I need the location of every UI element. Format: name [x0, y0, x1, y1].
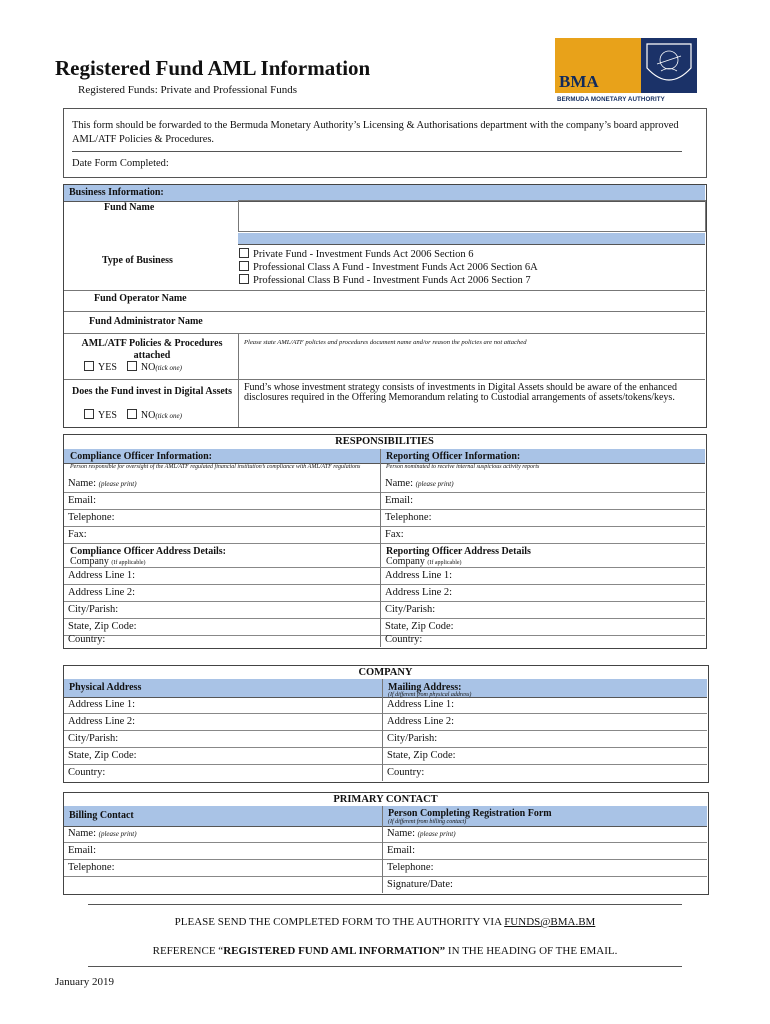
billing-name-field[interactable] — [64, 826, 382, 843]
responsibilities-heading: RESPONSIBILITIES — [335, 436, 434, 447]
field-label: Name: — [68, 828, 96, 839]
mailing-address2-field[interactable]: Address Line 2: — [383, 714, 707, 731]
mailing-address1-field[interactable]: Address Line 1: — [383, 697, 707, 714]
divider — [88, 904, 682, 905]
divider — [64, 311, 705, 312]
completing-email-field[interactable]: Email: — [383, 843, 707, 860]
digital-assets-note: Fund’s whose investment strategy consists of investments in Digital Assets should be aware of the enhanced disclosures required in the Offering Memorandum relating to Custodial arrangements of assets/tokens/keys. — [244, 382, 677, 403]
reporting-address1-field[interactable]: Address Line 1: — [381, 568, 705, 585]
page-title: Registered Fund AML Information — [55, 56, 371, 80]
divider — [64, 290, 705, 291]
date-completed-field[interactable]: Date Form Completed: — [72, 158, 169, 169]
reference-instructions — [0, 945, 770, 957]
billing-telephone-field[interactable]: Telephone: — [64, 860, 382, 877]
compliance-address1-field[interactable]: Address Line 1: — [64, 568, 380, 585]
compliance-country-field[interactable]: Country: — [68, 634, 106, 645]
mailing-state-field[interactable]: State, Zip Code: — [383, 748, 707, 765]
reporting-state-field[interactable]: State, Zip Code: — [381, 619, 705, 636]
company-section — [63, 665, 709, 783]
mailing-city-field[interactable]: City/Parish: — [383, 731, 707, 748]
yes-label: YES — [98, 362, 117, 373]
if-applicable-hint: (If applicable) — [427, 560, 462, 566]
signature-date-field[interactable]: Signature/Date: — [387, 879, 453, 890]
compliance-state-field[interactable]: State, Zip Code: — [64, 619, 380, 636]
compliance-note: Person responsible for oversight of the AML/ATF regulated financial institution’s compliance with AML/ATF regulations — [70, 464, 361, 470]
reporting-address-heading: Reporting Officer Address Details — [386, 546, 531, 557]
compliance-address2-field[interactable]: Address Line 2: — [64, 585, 380, 602]
physical-address1-field[interactable]: Address Line 1: — [64, 697, 382, 714]
please-print-hint: (please print) — [98, 830, 137, 838]
compliance-address-heading: Compliance Officer Address Details: — [70, 546, 227, 557]
send-text: PLEASE SEND THE COMPLETED FORM TO THE AUTHORITY VIA — [174, 916, 505, 928]
reporting-telephone-field[interactable]: Telephone: — [381, 510, 705, 527]
reporting-note: Person nominated to receive internal suspicious activity reports — [386, 464, 540, 470]
field-label: Company — [386, 556, 425, 567]
ref-post: IN THE HEADING OF THE EMAIL. — [445, 945, 618, 957]
compliance-email-field[interactable]: Email: — [64, 493, 380, 510]
intro-text: This form should be forwarded to the Bermuda Monetary Authority’s Licensing & Authorisations department with the company’s board approved AML/ATF Policies & Procedures. — [72, 120, 679, 145]
compliance-heading: Compliance Officer Information: — [70, 451, 213, 462]
send-instructions — [0, 916, 770, 928]
form-date: January 2019 — [55, 976, 114, 988]
compliance-company-field[interactable] — [70, 556, 146, 567]
primary-contact-section — [63, 792, 709, 895]
divider — [64, 379, 705, 380]
fund-administrator-label: Fund Administrator Name — [89, 316, 203, 327]
reporting-address2-field[interactable]: Address Line 2: — [381, 585, 705, 602]
logo-seal-icon — [641, 38, 697, 93]
aml-policies-label: AML/ATF Policies & Procedures attached — [81, 338, 223, 361]
option-label: Private Fund - Investment Funds Act 2006 Section 6 — [253, 249, 474, 260]
option-label: Professional Class A Fund - Investment Funds Act 2006 Section 6A — [253, 262, 538, 273]
reporting-heading: Reporting Officer Information: — [386, 451, 521, 462]
please-print-hint: (please print) — [415, 480, 454, 488]
tick-one-hint: (tick one) — [155, 412, 182, 420]
yes-checkbox[interactable] — [84, 361, 94, 371]
compliance-telephone-field[interactable]: Telephone: — [64, 510, 380, 527]
responsibilities-section — [63, 434, 707, 649]
reporting-name-field[interactable] — [381, 476, 705, 493]
no-checkbox[interactable] — [127, 409, 137, 419]
fund-operator-label: Fund Operator Name — [94, 293, 187, 304]
bma-logo — [555, 38, 697, 104]
primary-contact-heading: PRIMARY CONTACT — [333, 794, 438, 805]
type-bar — [238, 233, 705, 245]
tick-one-hint: (tick one) — [155, 364, 182, 372]
page-subtitle: Registered Funds: Private and Professional Funds — [78, 84, 298, 96]
checkbox[interactable] — [239, 261, 249, 271]
business-heading: Business Information: — [69, 187, 164, 198]
ref-bold: REGISTERED FUND AML INFORMATION” — [223, 945, 446, 957]
reporting-email-field[interactable]: Email: — [381, 493, 705, 510]
company-header — [64, 679, 707, 698]
fund-name-label: Fund Name — [104, 202, 155, 213]
compliance-fax-field[interactable]: Fax: — [64, 527, 380, 544]
intro-box — [63, 108, 707, 178]
yes-checkbox[interactable] — [84, 409, 94, 419]
aml-tick-options — [84, 361, 182, 373]
compliance-name-field[interactable] — [64, 476, 380, 493]
reporting-fax-field[interactable]: Fax: — [381, 527, 705, 544]
digital-assets-label: Does the Fund invest in Digital Assets — [72, 386, 233, 397]
ref-pre: REFERENCE “ — [152, 945, 224, 957]
divider — [64, 333, 705, 334]
primary-contact-header — [64, 806, 707, 827]
if-applicable-hint: (If applicable) — [111, 560, 146, 566]
physical-country-field[interactable]: Country: — [68, 767, 106, 778]
logo-text: BMA — [559, 72, 599, 91]
field-label: Name: — [68, 478, 96, 489]
mailing-note: (If different from physical address) — [388, 692, 472, 698]
field-label: Name: — [385, 478, 413, 489]
reporting-city-field[interactable]: City/Parish: — [381, 602, 705, 619]
divider — [238, 379, 239, 427]
no-checkbox[interactable] — [127, 361, 137, 371]
checkbox[interactable] — [239, 248, 249, 258]
option-label: Professional Class B Fund - Investment Funds Act 2006 Section 7 — [253, 275, 531, 286]
please-print-hint: (please print) — [98, 480, 137, 488]
reporting-country-field[interactable]: Country: — [385, 634, 423, 645]
physical-city-field[interactable]: City/Parish: — [64, 731, 382, 748]
type-option-private[interactable] — [239, 248, 474, 260]
type-option-class-a[interactable] — [239, 261, 538, 273]
digital-tick-options — [84, 409, 182, 421]
no-label: NO — [140, 410, 156, 421]
billing-contact-heading: Billing Contact — [69, 810, 134, 821]
completing-name-field[interactable] — [383, 826, 707, 843]
business-section — [63, 184, 707, 428]
compliance-city-field[interactable]: City/Parish: — [64, 602, 380, 619]
email-link[interactable]: FUNDS@BMA.BM — [504, 916, 596, 928]
divider — [238, 333, 239, 379]
field-label: Company — [70, 556, 109, 567]
type-of-business-label: Type of Business — [102, 255, 173, 266]
fund-name-input[interactable] — [238, 200, 706, 232]
mailing-country-field[interactable]: Country: — [387, 767, 425, 778]
no-label: NO — [140, 362, 156, 373]
reporting-company-field[interactable] — [386, 556, 462, 567]
completing-telephone-field[interactable]: Telephone: — [383, 860, 707, 877]
company-heading: COMPANY — [358, 667, 413, 678]
divider — [72, 151, 682, 152]
divider — [88, 966, 682, 967]
billing-email-field[interactable]: Email: — [64, 843, 382, 860]
physical-address2-field[interactable]: Address Line 2: — [64, 714, 382, 731]
logo-subtext: BERMUDA MONETARY AUTHORITY — [557, 96, 665, 103]
completing-person-heading: Person Completing Registration Form — [388, 808, 552, 819]
checkbox[interactable] — [239, 274, 249, 284]
type-option-class-b[interactable] — [239, 274, 531, 286]
physical-address-heading: Physical Address — [69, 682, 142, 693]
mailing-address-heading: Mailing Address: — [388, 682, 462, 693]
yes-label: YES — [98, 410, 117, 421]
aml-note[interactable]: Please state AML/ATF policies and procedures document name and/or reason the policies are not attached — [244, 339, 527, 346]
completing-note: (If different from billing contact) — [388, 819, 467, 825]
please-print-hint: (please print) — [417, 830, 456, 838]
physical-state-field[interactable]: State, Zip Code: — [64, 748, 382, 765]
field-label: Name: — [387, 828, 415, 839]
